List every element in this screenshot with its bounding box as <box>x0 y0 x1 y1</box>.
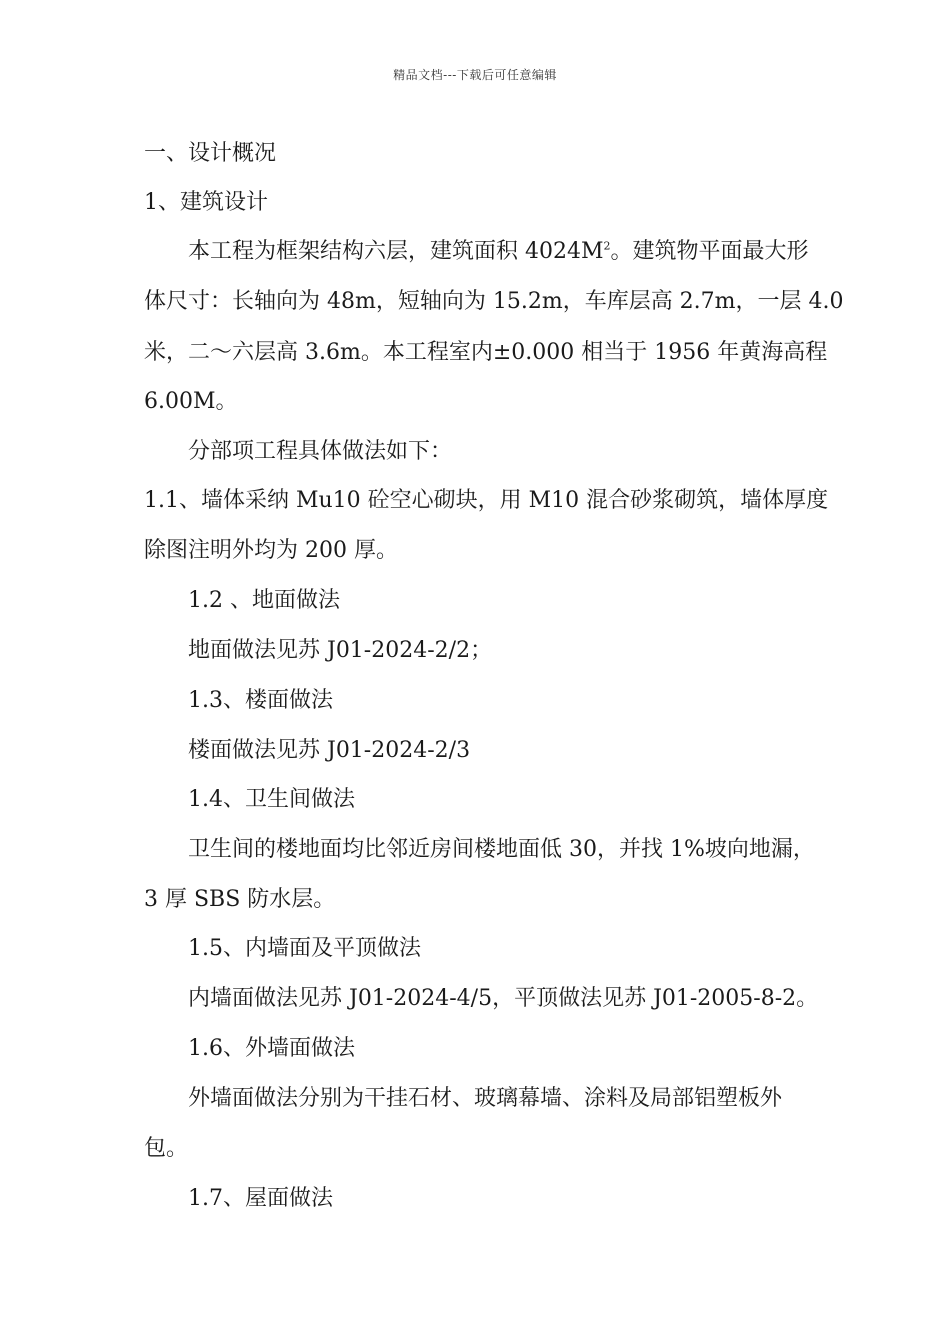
paragraph-line: 体尺寸：长轴向为 48m，短轴向为 15.2m，车库层高 2.7m，一层 4.0 <box>144 289 844 314</box>
paragraph-text: 。建筑物平面最大形 <box>610 239 809 264</box>
paragraph-line: 分部项工程具体做法如下： <box>188 439 453 464</box>
item-1-1-line: 1.1、墙体采纳 Mu10 砼空心砌块，用 M10 混合砂浆砌筑，墙体厚度 <box>144 488 829 513</box>
item-1-3-body: 楼面做法见苏 J01-2024-2/3 <box>188 738 471 763</box>
item-1-3-title: 1.3、楼面做法 <box>188 688 333 713</box>
item-1-4-body: 卫生间的楼地面均比邻近房间楼地面低 30，并找 1%坡向地漏， <box>188 837 815 862</box>
item-1-6-body: 外墙面做法分别为干挂石材、玻璃幕墙、涂料及局部铝塑板外 <box>188 1086 783 1111</box>
item-1-1-line: 除图注明外均为 200 厚。 <box>144 538 398 563</box>
section-heading-overview: 一、设计概况 <box>144 141 277 166</box>
section-heading-architecture: 1、建筑设计 <box>144 190 268 215</box>
page-header: 精品文档---下载后可任意编辑 <box>393 68 557 82</box>
item-1-5-body: 内墙面做法见苏 J01-2024-4/5，平顶做法见苏 J01-2005-8-2。 <box>188 986 819 1011</box>
paragraph-line: 6.00M。 <box>144 389 238 414</box>
paragraph-line: 米，二～六层高 3.6m。本工程室内±0.000 相当于 1956 年黄海高程 <box>144 340 828 365</box>
item-1-6-title: 1.6、外墙面做法 <box>188 1036 355 1061</box>
item-1-7-title: 1.7、屋面做法 <box>188 1186 333 1211</box>
paragraph-line <box>188 237 858 267</box>
paragraph-text: 本工程为框架结构六层，建筑面积 4024M <box>188 239 604 264</box>
item-1-2-body: 地面做法见苏 J01-2024-2/2； <box>188 638 493 663</box>
item-1-5-title: 1.5、内墙面及平顶做法 <box>188 936 421 961</box>
item-1-6-body: 包。 <box>144 1136 189 1161</box>
superscript: 2 <box>603 239 611 253</box>
item-1-2-title: 1.2 、地面做法 <box>188 588 340 613</box>
item-1-4-body: 3 厚 SBS 防水层。 <box>144 887 336 912</box>
item-1-4-title: 1.4、卫生间做法 <box>188 787 355 812</box>
